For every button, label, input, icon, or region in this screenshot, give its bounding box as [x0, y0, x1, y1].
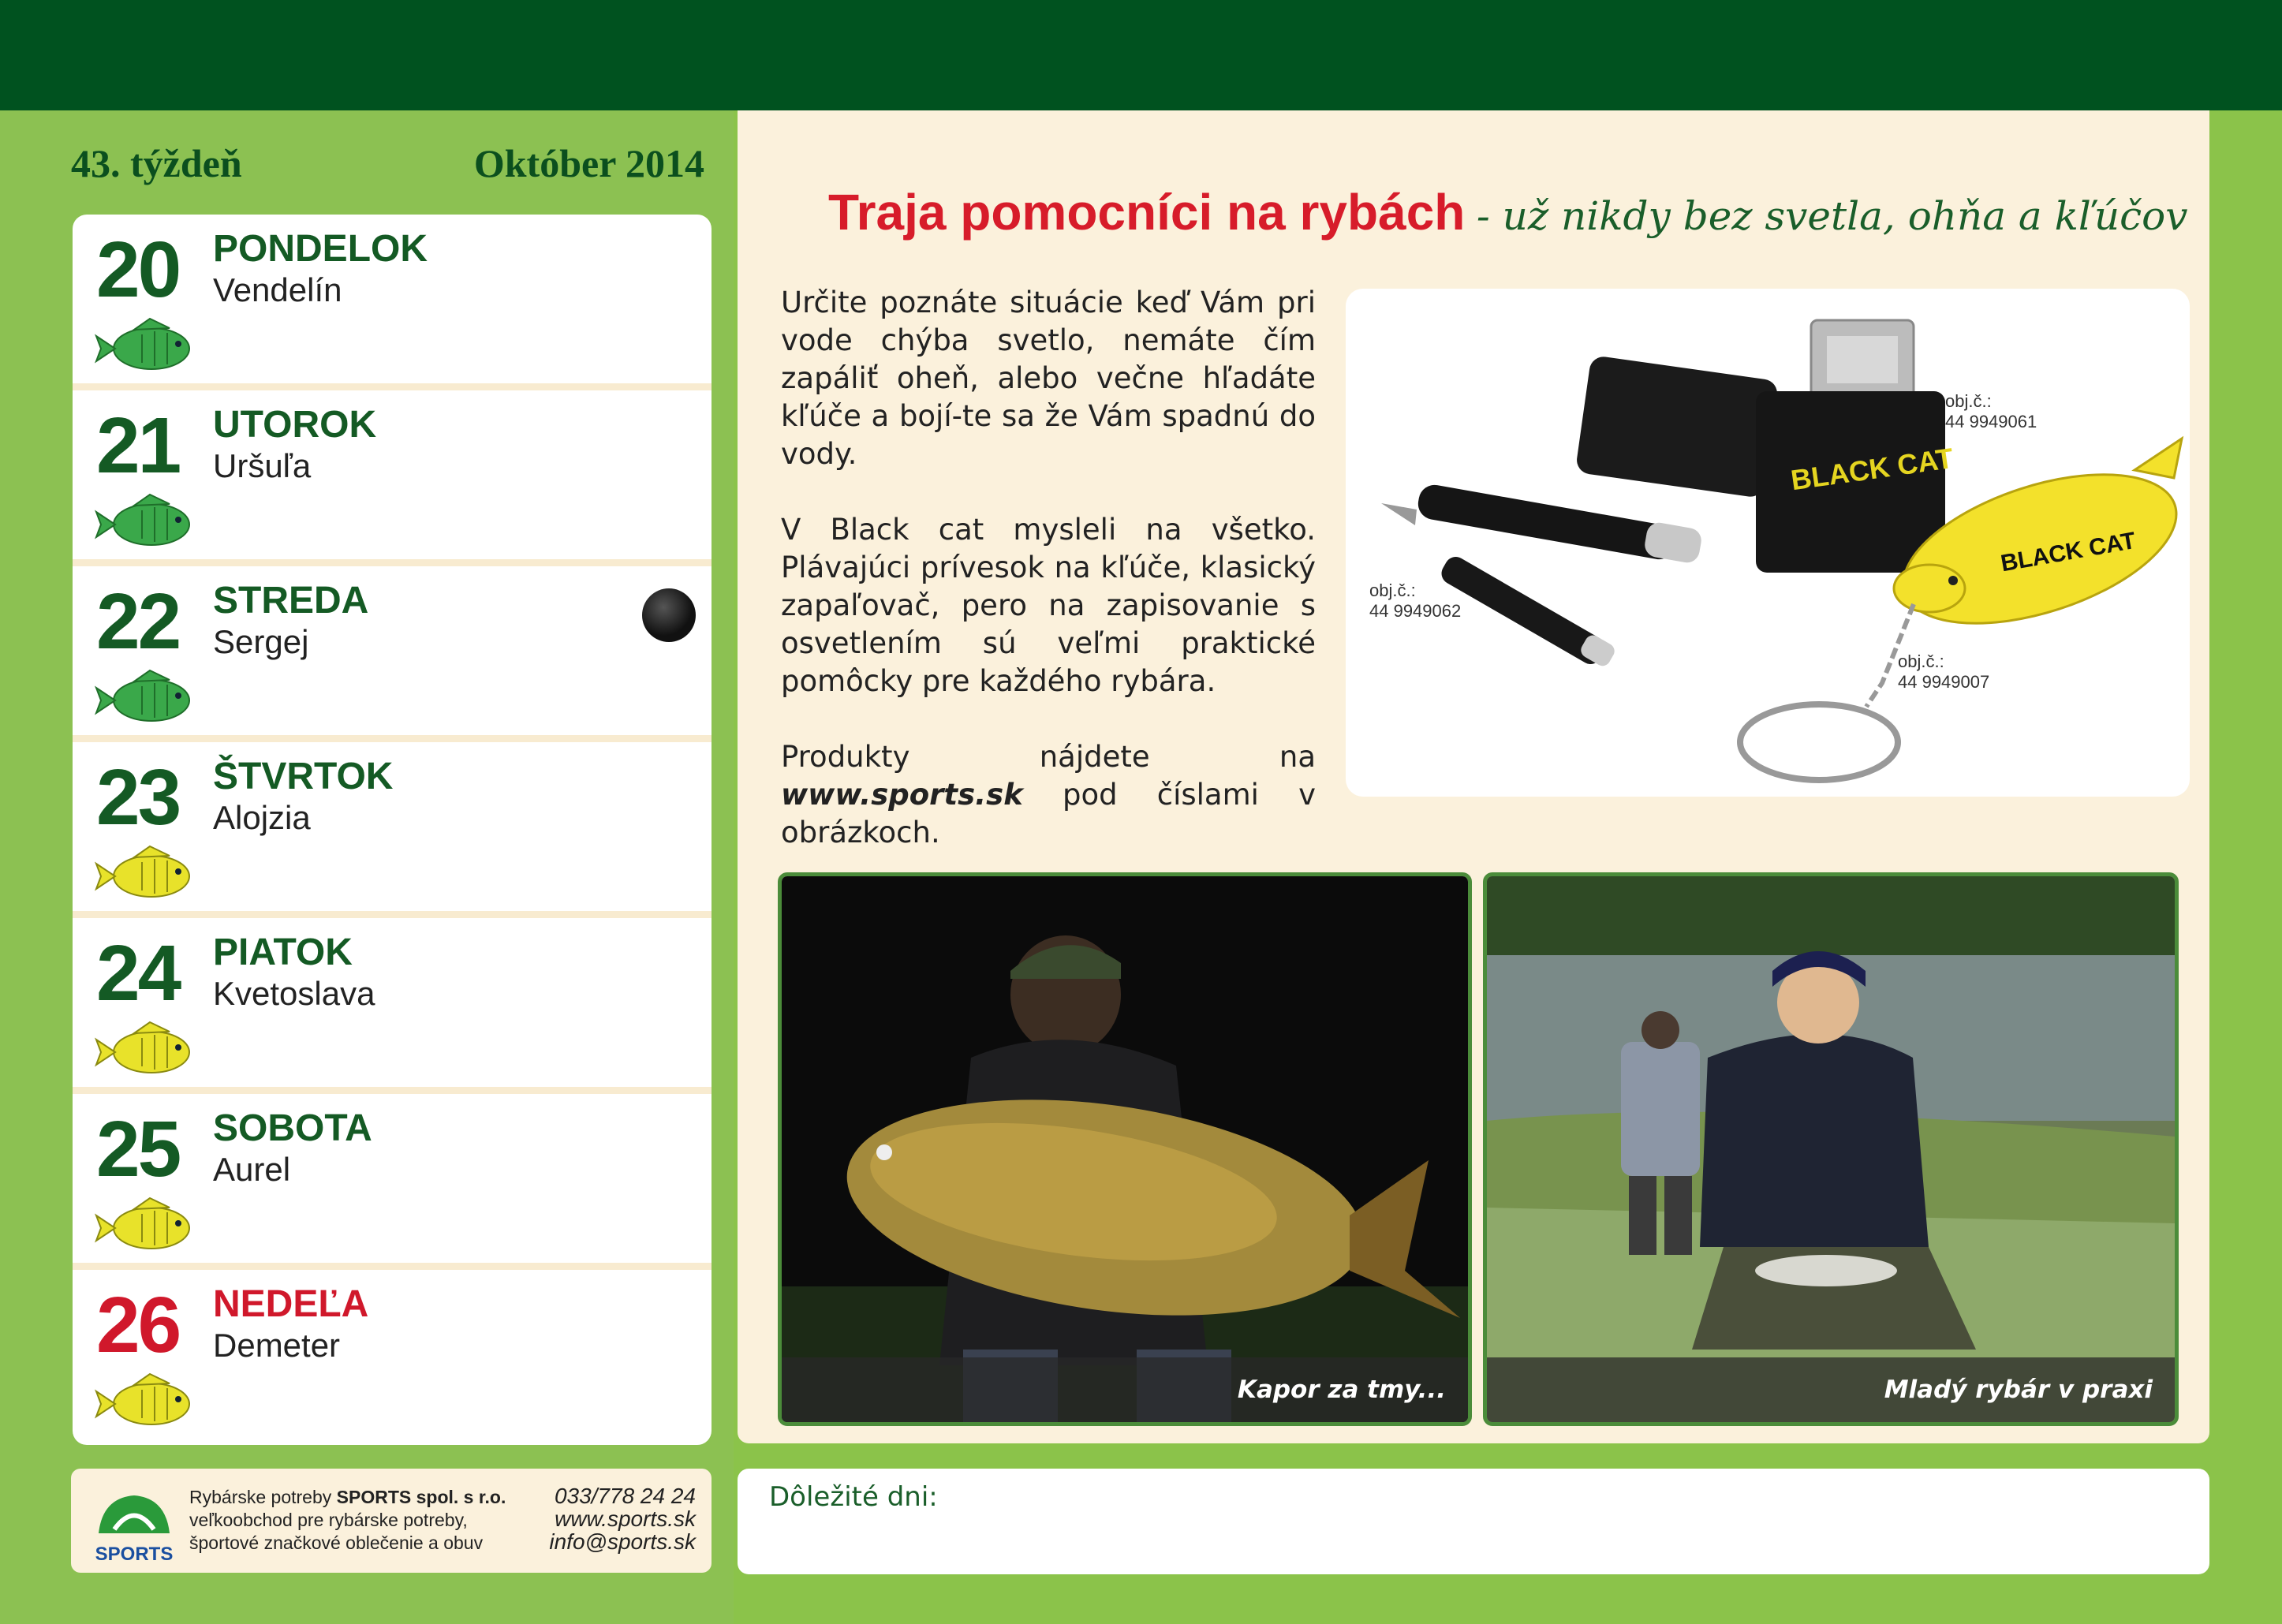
month-label: Október 2014: [473, 141, 704, 185]
name-day: Demeter: [213, 1327, 341, 1364]
week-label: 43. týždeň: [71, 141, 242, 185]
lighter-brand: BLACK CAT: [1788, 441, 1955, 497]
company-name: SPORTS spol. s r.o.: [336, 1487, 506, 1507]
day-number: 23: [96, 753, 180, 842]
fish-yellow-icon: [95, 1193, 199, 1256]
name-day: Kvetoslava: [213, 975, 375, 1012]
article-title: Traja pomocníci na rybách: [828, 184, 1466, 241]
day-name: STREDA: [213, 580, 369, 622]
text: Rybárske potreby: [189, 1487, 337, 1507]
day-number: 21: [96, 401, 180, 490]
day-list: [73, 215, 711, 1445]
photo-young-angler: [1483, 872, 2179, 1426]
website-link[interactable]: www.sports.sk: [555, 1506, 696, 1531]
paragraph: V Black cat mysleli na všetko. Plávajúci prívesok na kľúče, klasický zapaľovač, pero na zapisovanie s osvetlením sú veľmi praktické pomôcky pre každého rybára.: [781, 513, 1316, 698]
name-day: Sergej: [213, 623, 309, 660]
day-row-sunday: [73, 1270, 711, 1439]
paragraph: Určite poznáte situácie keď Vám pri vode chýba svetlo, nemáte čím zapáliť oheň, alebo večne hľadáte kľúče a bojí-te sa že Vám spadnú do vody.: [781, 286, 1316, 471]
day-number: 20: [96, 226, 180, 314]
article-heading: [828, 183, 2188, 241]
day-row: [73, 566, 711, 742]
important-days-label: Dôležité dni:: [769, 1481, 938, 1513]
company-footer: [71, 1469, 711, 1573]
day-row: [73, 390, 711, 566]
website-link[interactable]: www.sports.sk: [781, 778, 1023, 812]
photo-caption: Kapor za tmy...: [782, 1357, 1468, 1422]
day-number: 24: [96, 929, 180, 1017]
text: pod číslami v obrázkoch.: [781, 778, 1316, 849]
paragraph: [781, 738, 1316, 852]
company-line: športové značkové oblečenie a obuv: [189, 1533, 484, 1553]
photo-night-carp: [778, 872, 1472, 1426]
sports-logo-icon: [87, 1486, 181, 1565]
day-name: ŠTVRTOK: [213, 756, 394, 797]
day-row: [73, 918, 711, 1094]
name-day: Uršuľa: [213, 447, 312, 484]
lighter-code-label: obj.č.:: [1945, 391, 1992, 411]
text: Produkty nájdete na: [781, 740, 1316, 774]
night-carp-image: [782, 876, 1468, 1422]
day-row: [73, 1094, 711, 1270]
company-info: [189, 1486, 506, 1555]
day-number: 25: [96, 1105, 180, 1193]
day-name: PIATOK: [213, 931, 353, 973]
day-name: UTOROK: [213, 404, 377, 446]
fish-yellow-icon: [95, 1017, 199, 1081]
keychain-code-label: obj.č.:: [1898, 651, 1944, 671]
company-line: veľkoobchod pre rybárske potreby,: [189, 1510, 468, 1530]
contact-info: [549, 1484, 696, 1553]
name-day: Aurel: [213, 1151, 291, 1188]
product-image-box: [1346, 289, 2190, 797]
article-body: [781, 284, 1316, 890]
pen-code-label: obj.č.:: [1369, 581, 1416, 600]
young-angler-image: [1487, 876, 2175, 1422]
photo-caption: Mladý rybár v praxi: [1487, 1357, 2175, 1422]
name-day: Alojzia: [213, 799, 311, 836]
fish-green-icon: [95, 490, 199, 553]
article-subtitle: - už nikdy bez svetla, ohňa a kľúčov: [1476, 193, 2188, 239]
day-row: [73, 742, 711, 918]
company-line: [189, 1486, 506, 1509]
day-row: [73, 215, 711, 390]
name-day: Vendelín: [213, 271, 342, 308]
new-moon-icon: [642, 588, 696, 642]
fish-yellow-icon: [95, 1369, 199, 1432]
keychain-brand: BLACK CAT: [1998, 527, 2138, 577]
lighter-code: 44 9949061: [1945, 412, 2037, 431]
products-illustration: [1346, 289, 2190, 797]
fish-green-icon: [95, 314, 199, 377]
keychain-code: 44 9949007: [1898, 672, 1990, 692]
day-name: SOBOTA: [213, 1107, 372, 1149]
fish-green-icon: [95, 666, 199, 729]
day-name: PONDELOK: [213, 228, 428, 270]
pen-code: 44 9949062: [1369, 601, 1462, 621]
important-days-box[interactable]: [738, 1469, 2209, 1574]
day-name: NEDEĽA: [213, 1283, 369, 1325]
logo-text: SPORTS: [95, 1544, 174, 1565]
top-banner: [0, 0, 2282, 110]
fish-yellow-icon: [95, 842, 199, 905]
day-number: 26: [96, 1281, 180, 1369]
day-number: 22: [96, 577, 180, 666]
email-link[interactable]: info@sports.sk: [549, 1529, 696, 1554]
phone[interactable]: 033/778 24 24: [554, 1484, 696, 1508]
